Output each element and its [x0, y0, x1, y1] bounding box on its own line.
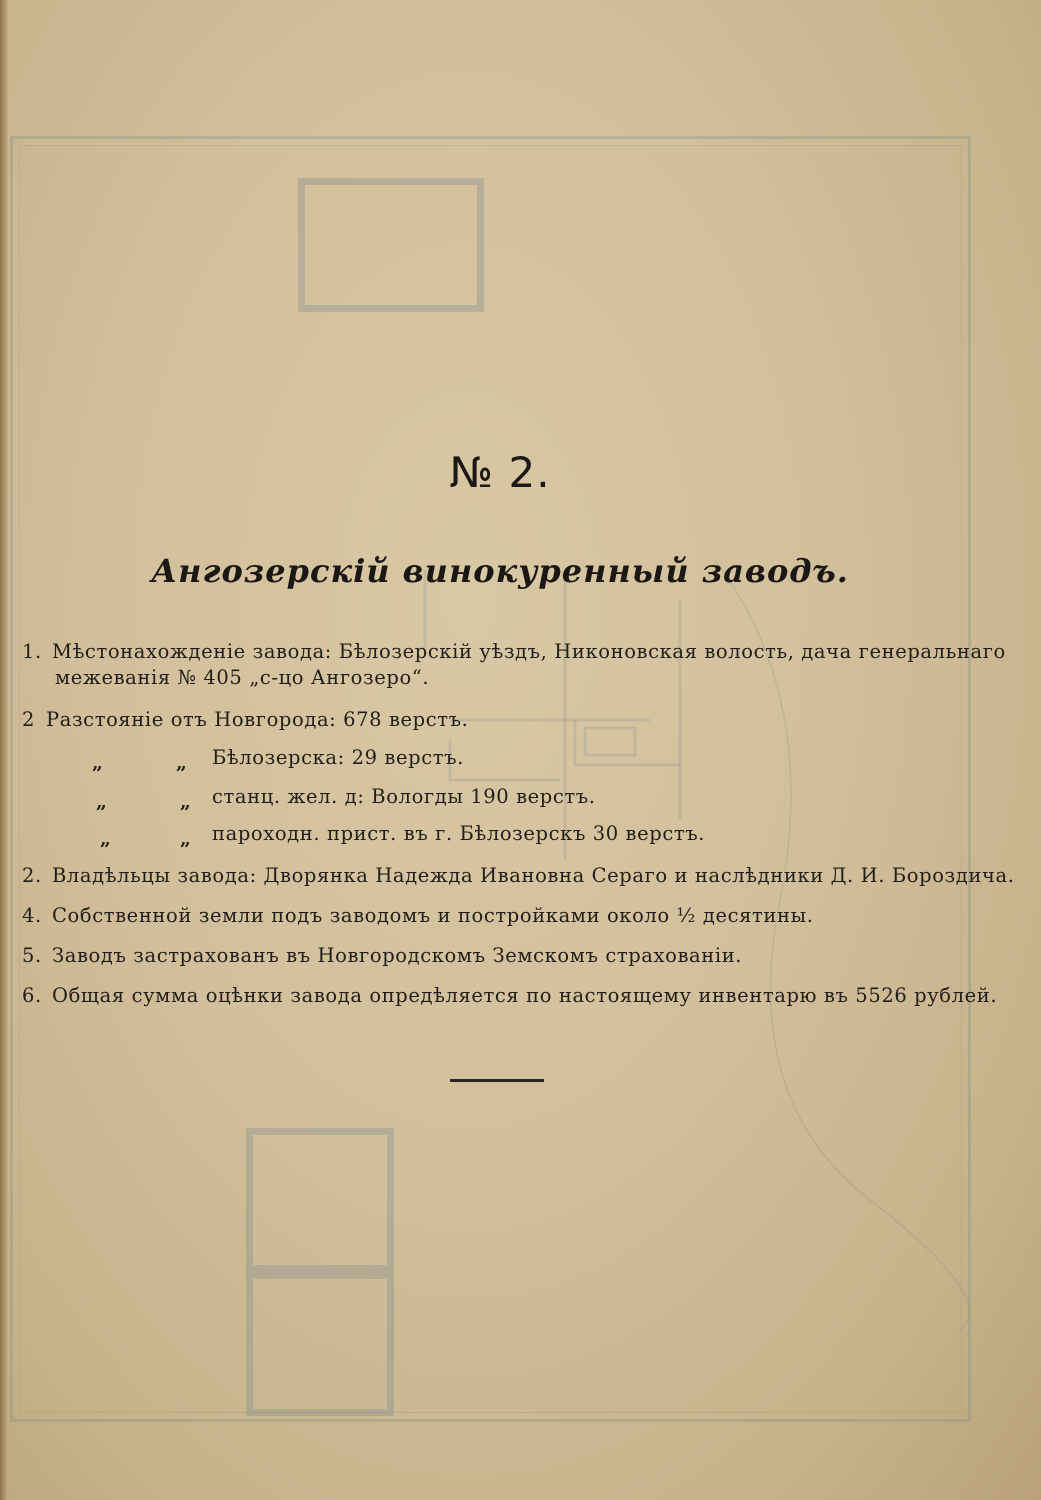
item-number: 4. — [22, 904, 42, 927]
distance-line: Бѣлозерска: 29 верстъ. — [212, 746, 464, 769]
item-text: Заводъ застрахованъ въ Новгородскомъ Земскомъ страхованіи. — [52, 944, 743, 967]
list-item — [22, 864, 1015, 887]
distance-line: станц. жел. д: Вологды 190 верстъ. — [212, 785, 596, 808]
item-text: Мѣстонахожденіе завода: Бѣлозерскій уѣздъ, Никоновская волость, дача генеральнаго — [52, 640, 1006, 663]
item-number: 5. — [22, 944, 42, 967]
list-item — [22, 708, 468, 731]
list-item — [22, 904, 814, 927]
closing-rule — [450, 1079, 544, 1082]
item-text: Владѣльцы завода: Дворянка Надежда Ивановна Сераго и наслѣдники Д. И. Бороздича. — [52, 864, 1015, 887]
item-number: 2 — [22, 708, 36, 731]
list-item — [22, 640, 1006, 663]
distance-line: пароходн. прист. въ г. Бѣлозерскъ 30 верстъ. — [212, 822, 706, 845]
list-item — [22, 984, 997, 1007]
item-text: Собственной земли подъ заводомъ и постройками около ½ десятины. — [52, 904, 814, 927]
item-text: Общая сумма оцѣнки завода опредѣляется по настоящему инвентарю въ 5526 рублей. — [52, 984, 998, 1007]
ditto-mark: „ — [96, 791, 107, 813]
ditto-mark: „ — [100, 828, 111, 850]
document-title: Ангозерскій винокуренный заводъ. — [151, 552, 849, 590]
list-item — [22, 944, 742, 967]
ditto-mark: „ — [92, 752, 103, 774]
item-continuation: межеванія № 405 „с-цо Ангозеро“. — [55, 666, 430, 689]
item-text: Разстояніе отъ Новгорода: 678 верстъ. — [46, 708, 469, 731]
ditto-mark: „ — [180, 791, 191, 813]
item-number: 6. — [22, 984, 42, 1007]
ditto-mark: „ — [180, 828, 191, 850]
document-number-heading: № 2. — [449, 448, 551, 497]
item-number: 1. — [22, 640, 42, 663]
item-number: 2. — [22, 864, 42, 887]
ditto-mark: „ — [176, 752, 187, 774]
